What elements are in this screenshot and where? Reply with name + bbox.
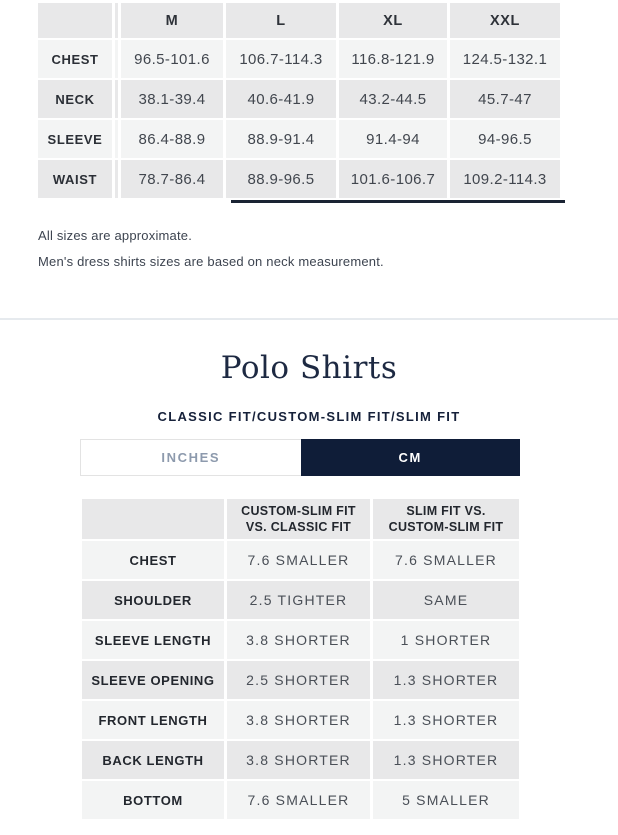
size-note: All sizes are approximate.	[38, 228, 193, 243]
fit-row-label: SLEEVE OPENING	[82, 661, 224, 699]
measurement-value-cell: 96.5-101.6	[121, 40, 223, 78]
fit-value-cell: 3.8 SHORTER	[227, 621, 370, 659]
measurement-row-label: CHEST	[38, 40, 112, 78]
size-notes	[38, 228, 384, 280]
fit-value-cell: 3.8 SHORTER	[227, 741, 370, 779]
fit-value-cell: 7.6 SMALLER	[373, 541, 519, 579]
fit-comparison-table	[82, 499, 519, 819]
measurement-row-label: WAIST	[38, 160, 112, 198]
measurement-value-cell: 43.2-44.5	[339, 80, 447, 118]
fit-row-label: SHOULDER	[82, 581, 224, 619]
dress-shirt-size-table	[38, 3, 560, 198]
fit-value-cell: 7.6 SMALLER	[227, 781, 370, 819]
measurement-value-cell: 109.2-114.3	[450, 160, 560, 198]
fit-value-cell: 1 SHORTER	[373, 621, 519, 659]
polo-shirts-title: Polo Shirts	[220, 350, 398, 386]
fit-value-cell: 2.5 TIGHTER	[227, 581, 370, 619]
fit-row-label: CHEST	[82, 541, 224, 579]
measurement-value-cell: 124.5-132.1	[450, 40, 560, 78]
size-column-header-l: L	[226, 3, 336, 38]
measurement-row-label: NECK	[38, 80, 112, 118]
fit-row-label: SLEEVE LENGTH	[82, 621, 224, 659]
measurement-row-label: SLEEVE	[38, 120, 112, 158]
fit-row-label: FRONT LENGTH	[82, 701, 224, 739]
cm-tab[interactable]: CM	[301, 439, 521, 476]
measurement-value-cell: 88.9-91.4	[226, 120, 336, 158]
unit-toggle	[80, 439, 520, 476]
measurement-value-cell: 88.9-96.5	[226, 160, 336, 198]
measurement-value-cell: 94-96.5	[450, 120, 560, 158]
horizontal-scrollbar-thumb[interactable]	[231, 200, 565, 203]
measurement-value-cell: 116.8-121.9	[339, 40, 447, 78]
fit-value-cell: 2.5 SHORTER	[227, 661, 370, 699]
measurement-value-cell: 91.4-94	[339, 120, 447, 158]
fit-column-header: CUSTOM-SLIM FIT VS. CLASSIC FIT	[227, 499, 370, 539]
fit-value-cell: 7.6 SMALLER	[227, 541, 370, 579]
corner-cell	[82, 499, 224, 539]
scroll-edge-sliver	[115, 80, 118, 118]
size-column-header-xl: XL	[339, 3, 447, 38]
scroll-edge-sliver	[115, 120, 118, 158]
fit-types-subtitle: CLASSIC FIT/CUSTOM-SLIM FIT/SLIM FIT	[157, 409, 461, 424]
inches-tab[interactable]: INCHES	[81, 440, 301, 475]
measurement-value-cell: 45.7-47	[450, 80, 560, 118]
corner-cell	[38, 3, 112, 38]
measurement-value-cell: 38.1-39.4	[121, 80, 223, 118]
measurement-value-cell: 86.4-88.9	[121, 120, 223, 158]
size-column-header-m: M	[121, 3, 223, 38]
fit-column-header: SLIM FIT VS. CUSTOM-SLIM FIT	[373, 499, 519, 539]
section-divider	[0, 318, 618, 320]
measurement-value-cell: 101.6-106.7	[339, 160, 447, 198]
fit-value-cell: 3.8 SHORTER	[227, 701, 370, 739]
measurement-value-cell: 40.6-41.9	[226, 80, 336, 118]
size-column-header-xxl: XXL	[450, 3, 560, 38]
fit-value-cell: 1.3 SHORTER	[373, 741, 519, 779]
scroll-edge-sliver	[115, 40, 118, 78]
measurement-value-cell: 106.7-114.3	[226, 40, 336, 78]
fit-row-label: BOTTOM	[82, 781, 224, 819]
fit-value-cell: SAME	[373, 581, 519, 619]
scroll-edge-sliver	[115, 160, 118, 198]
fit-value-cell: 1.3 SHORTER	[373, 701, 519, 739]
size-note: Men's dress shirts sizes are based on neck measurement.	[38, 254, 384, 269]
fit-row-label: BACK LENGTH	[82, 741, 224, 779]
measurement-value-cell: 78.7-86.4	[121, 160, 223, 198]
fit-value-cell: 5 SMALLER	[373, 781, 519, 819]
fit-value-cell: 1.3 SHORTER	[373, 661, 519, 699]
scroll-edge-sliver	[115, 3, 118, 38]
